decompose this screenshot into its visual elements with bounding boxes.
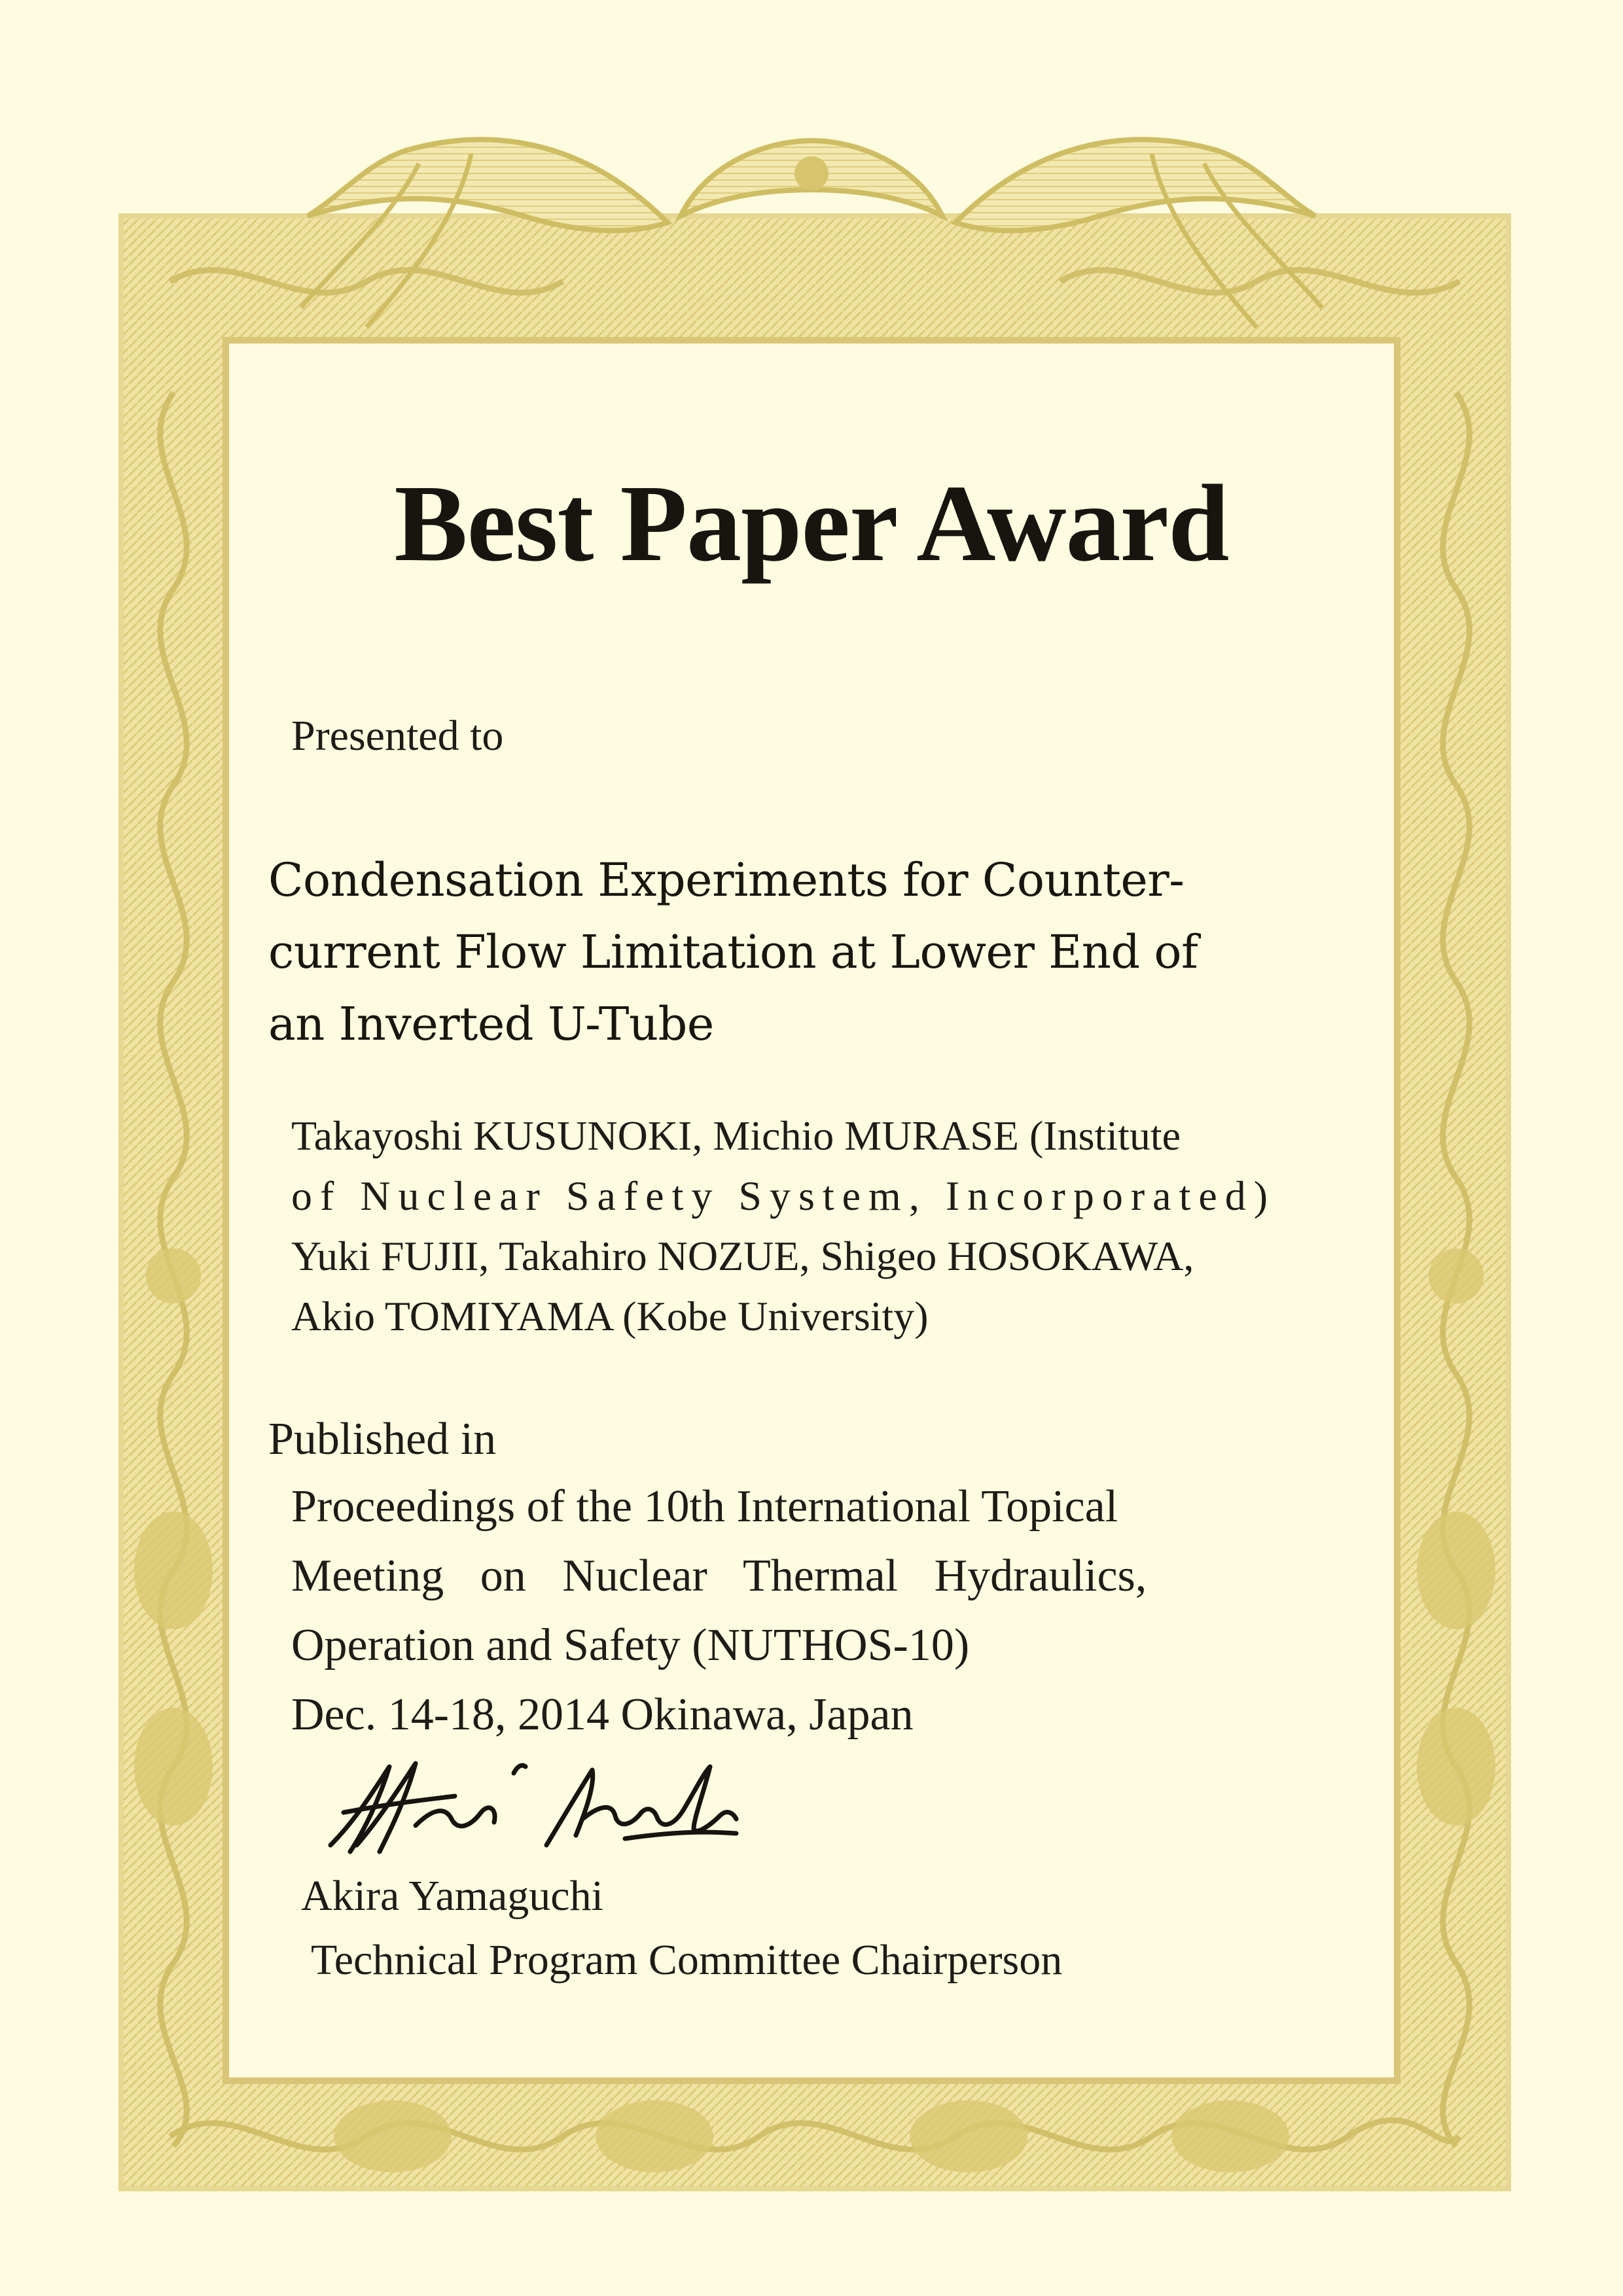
proceedings-line: Meeting on Nuclear Thermal Hydraulics, — [291, 1551, 1147, 1601]
author-line: Takayoshi KUSUNOKI, Michio MURASE (Institute — [291, 1112, 1181, 1159]
author-line: of Nuclear Safety System, Incorporated) — [291, 1173, 1276, 1219]
award-title: Best Paper Award — [394, 463, 1229, 584]
author-line: Akio TOMIYAMA (Kobe University) — [291, 1293, 929, 1339]
handwritten-signature — [317, 1747, 749, 1865]
proceedings-line: Operation and Safety (NUTHOS-10) — [291, 1620, 970, 1670]
proceedings-line: Dec. 14-18, 2014 Okinawa, Japan — [291, 1689, 914, 1740]
proceedings-line: Proceedings of the 10th International Topical — [291, 1481, 1118, 1532]
signatory-name: Akira Yamaguchi — [301, 1872, 603, 1920]
paper-title-line: an Inverted U-Tube — [268, 997, 714, 1051]
paper-title-line: Condensation Experiments for Counter- — [268, 853, 1185, 907]
paper-title-line: current Flow Limitation at Lower End of — [268, 925, 1198, 979]
author-line: Yuki FUJII, Takahiro NOZUE, Shigeo HOSOKAWA, — [291, 1233, 1194, 1279]
presented-to-label: Presented to — [291, 712, 504, 760]
published-in-label: Published in — [268, 1414, 497, 1464]
signatory-role: Technical Program Committee Chairperson — [311, 1936, 1063, 1984]
